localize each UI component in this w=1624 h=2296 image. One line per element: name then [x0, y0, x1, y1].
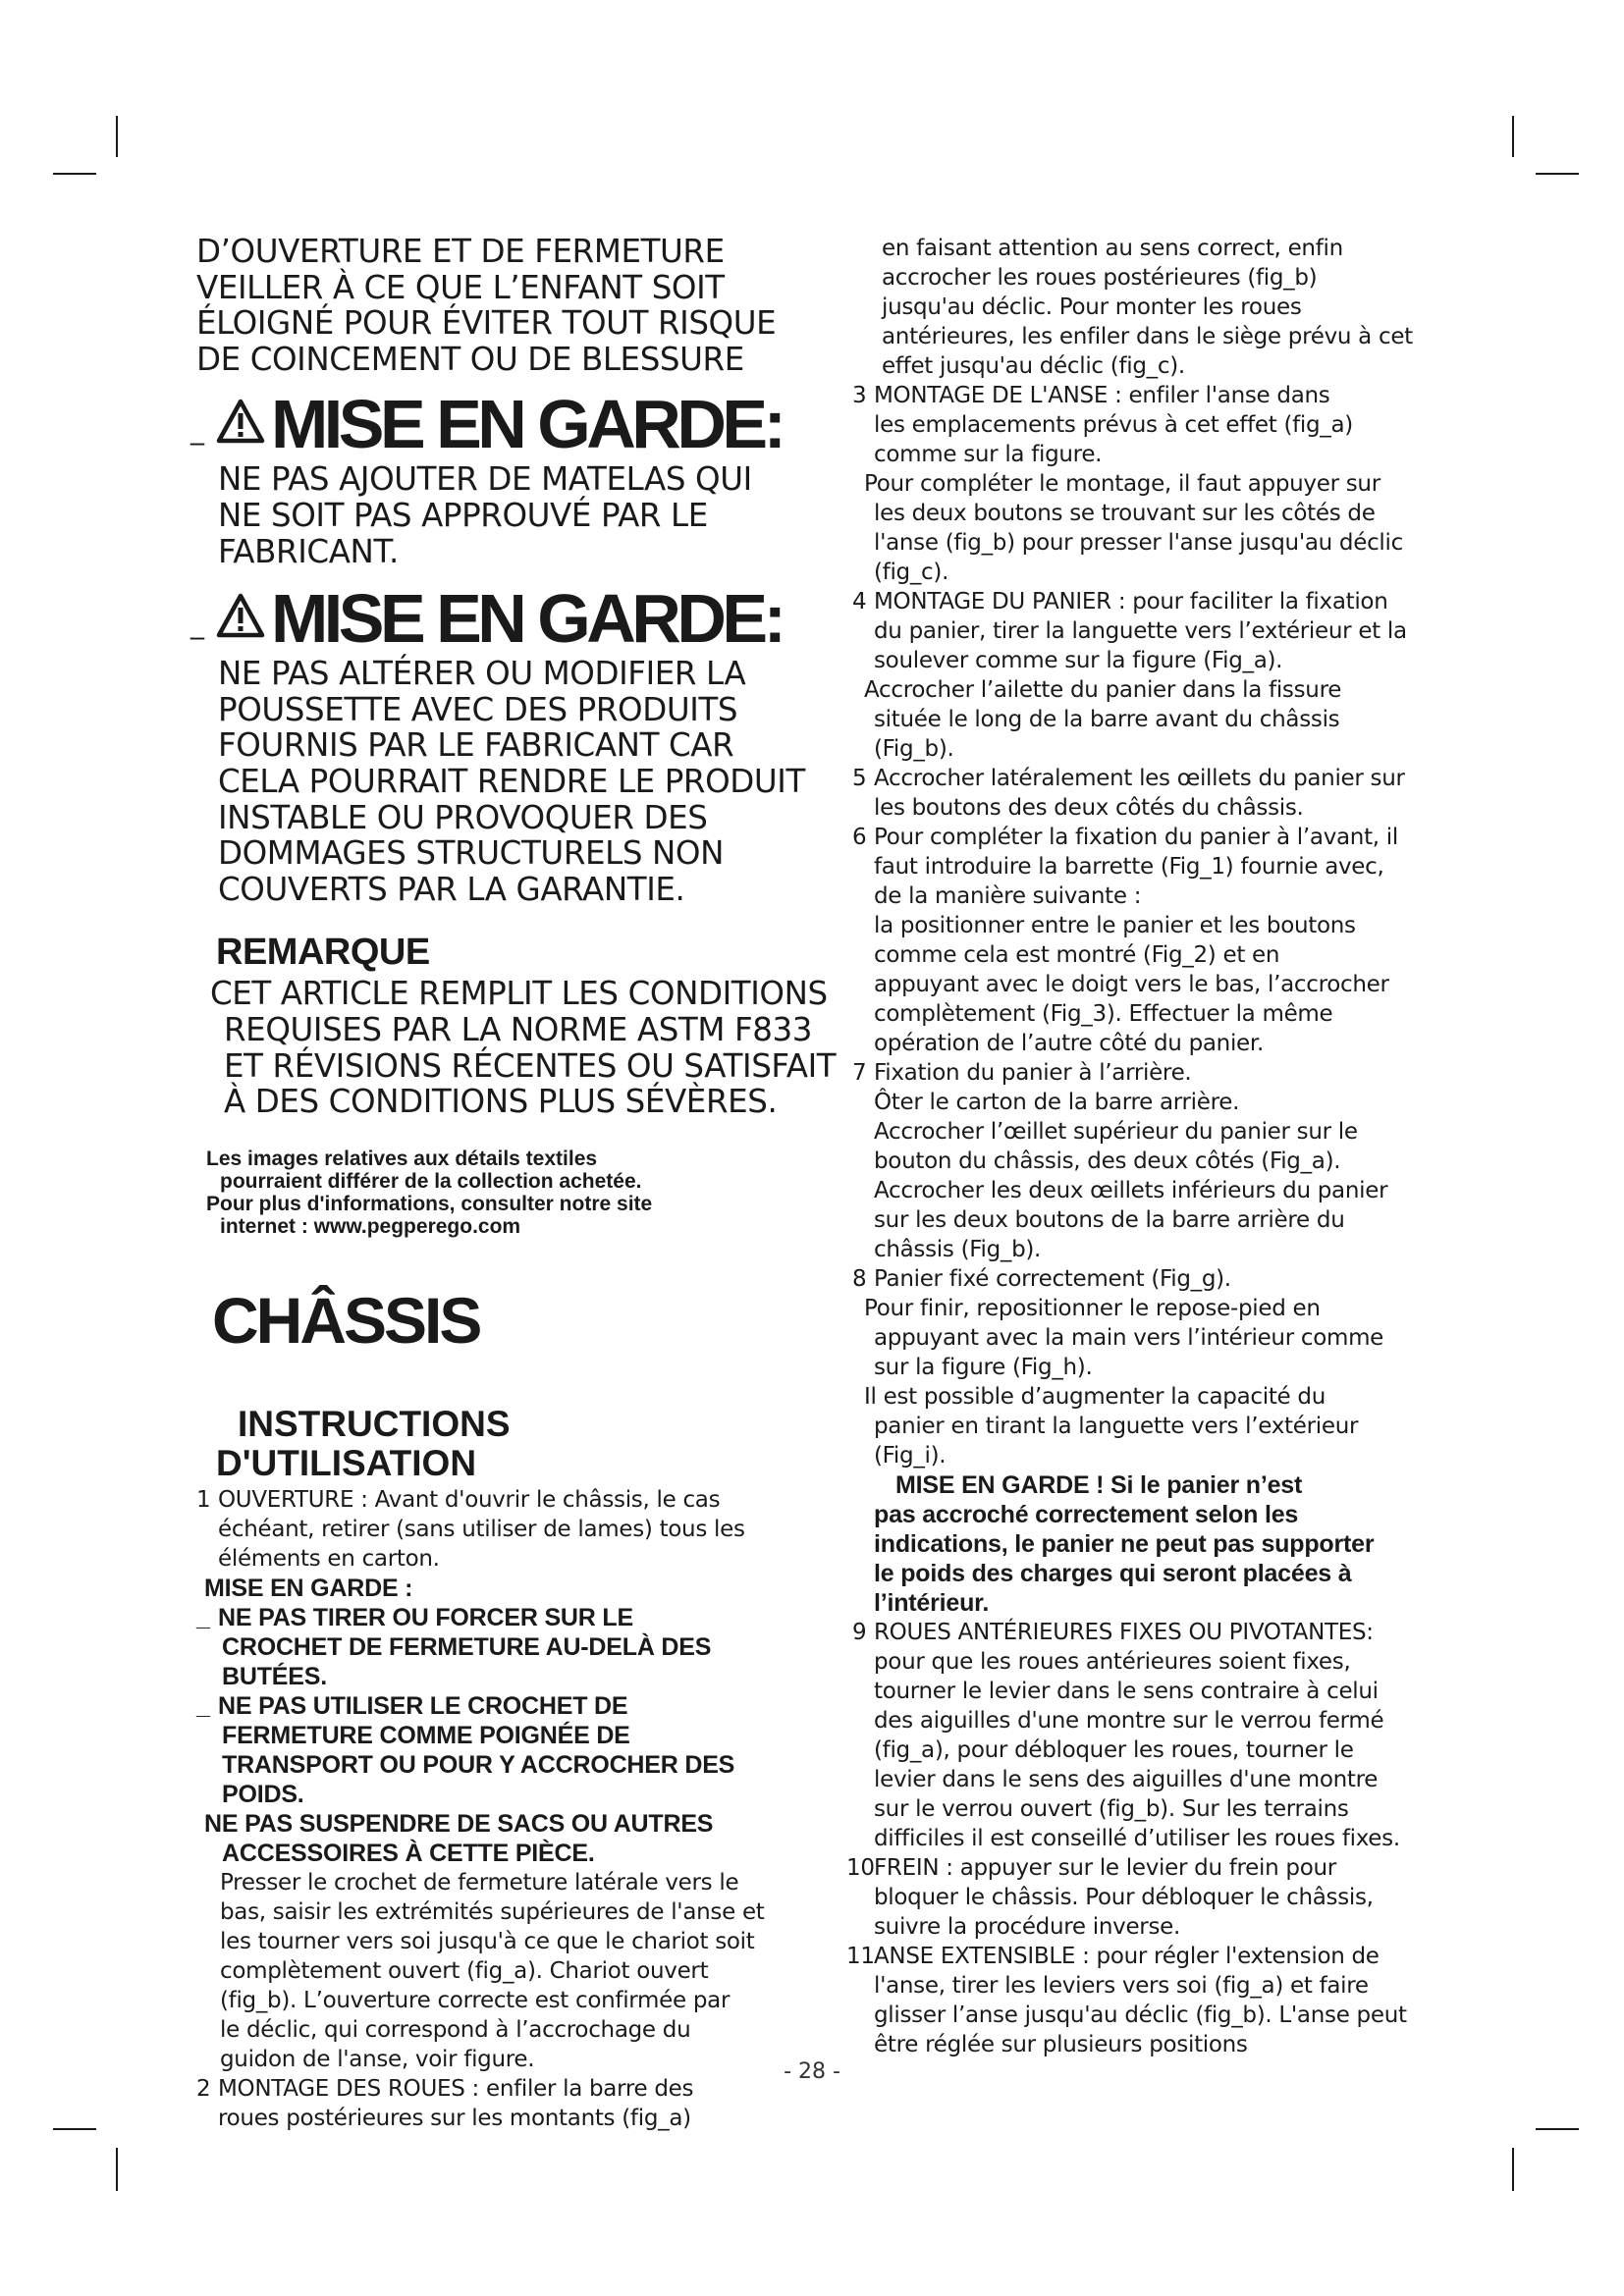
- text-line: NE PAS SUSPENDRE DE SACS OU AUTRES: [204, 1809, 714, 1838]
- text-line: ACCESSOIRES À CETTE PIÈCE.: [222, 1839, 595, 1867]
- text-line: INSTRUCTIONS: [238, 1403, 511, 1444]
- text-line: NE SOIT PAS APPROUVÉ PAR LE: [218, 496, 708, 534]
- instruction-item-4: [852, 587, 1456, 764]
- text-line: tourner le levier dans le sens contraire à celui: [874, 1679, 1379, 1704]
- remarque-title: REMARQUE: [216, 932, 430, 974]
- instruction-item-1: [196, 1485, 800, 1574]
- text-line: ÉLOIGNÉ POUR ÉVITER TOUT RISQUE: [196, 304, 777, 343]
- crop-mark: [1512, 2148, 1514, 2191]
- warning-block: [852, 1470, 1456, 1618]
- crop-mark: [116, 2148, 118, 2191]
- text-line: NE PAS AJOUTER DE MATELAS QUI: [218, 460, 752, 499]
- text-line: Il est possible d’augmenter la capacité du: [864, 1384, 1326, 1410]
- text-line: Fixation du panier à l’arrière.: [874, 1060, 1192, 1086]
- text-line: opération de l’autre côté du panier.: [874, 1031, 1264, 1056]
- text-line: MISE EN GARDE ! Si le panier n’est: [895, 1471, 1303, 1499]
- text-line: NE PAS ALTÉRER OU MODIFIER LA: [218, 655, 746, 693]
- text-line: le poids des charges qui seront placées à: [874, 1560, 1352, 1587]
- item-number: 5: [852, 766, 867, 791]
- item-number: 7: [852, 1060, 867, 1086]
- text-line: être réglée sur plusieurs positions: [874, 2032, 1248, 2057]
- bullet-dash: _: [190, 608, 204, 641]
- item-number: 4: [852, 589, 867, 614]
- text-line: NE PAS UTILISER LE CROCHET DE: [218, 1691, 628, 1720]
- paragraph: [852, 234, 1456, 381]
- text-line: de la manière suivante :: [874, 883, 1142, 909]
- text-line: D'UTILISATION: [216, 1442, 477, 1483]
- item-number: 3: [852, 383, 867, 408]
- text-line: FREIN : appuyer sur le levier du frein pour: [874, 1855, 1336, 1881]
- text-line: Pour plus d'informations, consulter notre site: [206, 1192, 653, 1215]
- item-number: 1: [196, 1486, 211, 1513]
- text-line: (fig_b). L’ouverture correcte est confirmée par: [220, 1987, 731, 2013]
- instruction-item-10: [846, 1853, 1456, 1942]
- text-line: POUSSETTE AVEC DES PRODUITS: [218, 690, 738, 728]
- instruction-item-8: [852, 1264, 1456, 1470]
- text-line: comme sur la figure.: [874, 442, 1103, 467]
- text-line: les deux boutons se trouvant sur les côtés de: [874, 501, 1376, 526]
- text-line: CROCHET DE FERMETURE AU-DELÀ DES: [222, 1632, 712, 1661]
- text-line: Ôter le carton de la barre arrière.: [874, 1090, 1240, 1115]
- text-line: Accrocher l’ailette du panier dans la fissure: [864, 677, 1342, 703]
- warning-label: MISE EN GARDE :: [204, 1574, 413, 1602]
- text-line: guidon de l'anse, voir figure.: [220, 2046, 535, 2072]
- item-number: 8: [852, 1266, 867, 1292]
- text-line: panier en tirant la languette vers l’extérieur: [874, 1414, 1359, 1439]
- text-line: suivre la procédure inverse.: [874, 1914, 1181, 1940]
- text-line: NE PAS TIRER OU FORCER SUR LE: [218, 1603, 633, 1631]
- remarque-text: [210, 975, 837, 1121]
- text-line: les emplacements prévus à cet effet (fig_a): [874, 412, 1353, 438]
- text-line: FABRICANT.: [218, 532, 399, 570]
- text-line: appuyant avec le doigt vers le bas, l’accrocher: [874, 972, 1389, 997]
- text-line: MONTAGE DES ROUES : enfiler la barre des: [218, 2075, 694, 2102]
- text-line: REQUISES PAR LA NORME ASTM F833: [224, 1010, 813, 1048]
- text-line: Accrocher latéralement les œillets du panier sur: [874, 766, 1405, 791]
- warning-block: MISE EN GARDE : _ NE PAS TIRER OU FORCER SUR LE CROCHET DE FERMETURE AU-DELÀ DES BUTÉES. _ NE PAS UTILISER LE CROCHET DE FERMETURE COMME POIGNÉE DE TRANSPORT OU POUR Y ACCROCHER DES POIDS. NE PAS SUSPENDRE DE SACS OU AUTRES ACCESSOIRES À CETTE PIÈCE.: [196, 1574, 800, 1868]
- warning-heading: [190, 386, 800, 463]
- text-line: TRANSPORT OU POUR Y ACCROCHER DES: [222, 1750, 735, 1779]
- text-line: (Fig_i).: [874, 1443, 947, 1468]
- text-line: échéant, retirer (sans utiliser de lames) tous les: [218, 1516, 745, 1542]
- text-line: appuyant avec la main vers l’intérieur comme: [874, 1325, 1384, 1351]
- instruction-item-5: [852, 764, 1456, 823]
- text-line: complètement (Fig_3). Effectuer la même: [874, 1001, 1333, 1027]
- text-line: difficiles il est conseillé d’utiliser les roues fixes.: [874, 1826, 1400, 1851]
- warning-triangle-icon: [216, 593, 265, 638]
- text-line: soulever comme sur la figure (Fig_a).: [874, 648, 1283, 673]
- crop-mark: [53, 173, 96, 175]
- text-line: l’intérieur.: [874, 1589, 990, 1617]
- text-line: BUTÉES.: [222, 1662, 327, 1690]
- text-line: indications, le panier ne peut pas supporter: [874, 1530, 1375, 1558]
- text-line: ET RÉVISIONS RÉCENTES OU SATISFAIT: [224, 1046, 837, 1085]
- text-line: Panier fixé correctement (Fig_g).: [874, 1266, 1231, 1292]
- item-number: 6: [852, 825, 867, 850]
- text-line: sur le verrou ouvert (fig_b). Sur les terrains: [874, 1796, 1349, 1822]
- text-line: pour que les roues antérieures soient fixes,: [874, 1649, 1351, 1675]
- text-line: antérieures, les enfiler dans le siège prévu à cet: [882, 324, 1413, 349]
- text-line: (fig_a), pour débloquer les roues, tourner le: [874, 1737, 1354, 1763]
- text-line: Pour compléter la fixation du panier à l’avant, il: [874, 825, 1398, 850]
- text-line: effet jusqu'au déclic (fig_c).: [882, 353, 1185, 379]
- text-line: l'anse (fig_b) pour presser l'anse jusqu'au déclic: [874, 530, 1403, 556]
- item-number: 11: [846, 1944, 875, 1969]
- text-line: complètement ouvert (fig_a). Chariot ouvert: [220, 1957, 709, 1984]
- text-line: FERMETURE COMME POIGNÉE DE: [222, 1721, 630, 1749]
- text-line: du panier, tirer la languette vers l’extérieur et la: [874, 618, 1407, 644]
- page-number: - 28 -: [784, 2059, 840, 2084]
- text-line: MONTAGE DU PANIER : pour faciliter la fixation: [874, 589, 1388, 614]
- text-line: INSTABLE OU PROVOQUER DES: [218, 798, 708, 836]
- text-line: éléments en carton.: [218, 1545, 440, 1572]
- text-line: la positionner entre le panier et les boutons: [874, 913, 1356, 938]
- text-line: jusqu'au déclic. Pour monter les roues: [882, 294, 1302, 320]
- text-line: CET ARTICLE REMPLIT LES CONDITIONS: [210, 975, 828, 1013]
- text-line: OUVERTURE : Avant d'ouvrir le châssis, le cas: [218, 1486, 721, 1513]
- crop-mark: [1536, 2128, 1579, 2130]
- bullet-dash: _: [190, 413, 204, 447]
- instruction-item-9: [852, 1618, 1456, 1853]
- text-line: pourraient différer de la collection achetée.: [220, 1169, 642, 1193]
- text-line: MONTAGE DE L'ANSE : enfiler l'anse dans: [874, 383, 1330, 408]
- text-line: CELA POURRAIT RENDRE LE PRODUIT: [218, 762, 805, 800]
- text-line: ANSE EXTENSIBLE : pour régler l'extension de: [874, 1944, 1380, 1969]
- text-line: sur la figure (Fig_h).: [874, 1355, 1093, 1380]
- crop-mark: [53, 2128, 96, 2130]
- section-title: CHÂSSIS: [212, 1283, 480, 1357]
- subsection-title: [216, 1405, 800, 1483]
- text-line: bloquer le châssis. Pour débloquer le châssis,: [874, 1885, 1374, 1910]
- text-line: glisser l’anse jusqu'au déclic (fig_b). L'anse peut: [874, 2002, 1407, 2028]
- text-line: FOURNIS PAR LE FABRICANT CAR: [218, 726, 734, 765]
- text-line: Les images relatives aux détails textiles: [206, 1147, 598, 1170]
- instruction-item-3: [852, 381, 1456, 587]
- right-column: [846, 234, 1456, 2059]
- instruction-item-7: [852, 1058, 1456, 1264]
- item-number: 2: [196, 2075, 211, 2102]
- text-line: située le long de la barre avant du châssis: [874, 707, 1340, 732]
- text-line: POIDS.: [222, 1780, 304, 1808]
- text-line: DOMMAGES STRUCTURELS NON: [218, 834, 725, 873]
- text-line: des aiguilles d'une montre sur le verrou fermé: [874, 1708, 1384, 1734]
- collection-note: [206, 1148, 800, 1238]
- text-line: en faisant attention au sens correct, enfin: [882, 236, 1343, 261]
- text-line: faut introduire la barrette (Fig_1) fournie avec,: [874, 854, 1384, 880]
- text-line: l'anse, tirer les leviers vers soi (fig_a) et faire: [874, 1973, 1369, 1999]
- text-line: roues postérieures sur les montants (fig_a): [218, 2105, 691, 2131]
- text-line: comme cela est montré (Fig_2) et en: [874, 942, 1280, 968]
- text-line: les tourner vers soi jusqu'à ce que le chariot soit: [220, 1928, 755, 1954]
- warning-text: [218, 461, 800, 569]
- text-line: levier dans le sens des aiguilles d'une montre: [874, 1767, 1379, 1792]
- text-line: (fig_c).: [874, 560, 949, 585]
- text-line: accrocher les roues postérieures (fig_b): [882, 265, 1318, 291]
- warning-heading: [190, 580, 800, 658]
- text-line: bas, saisir les extrémités supérieures de l'anse et: [220, 1898, 765, 1925]
- text-line: les boutons des deux côtés du châssis.: [874, 795, 1304, 821]
- item-number: 9: [852, 1620, 867, 1645]
- text-line: Presser le crochet de fermeture latérale vers le: [220, 1869, 739, 1896]
- warning-text: [218, 655, 805, 908]
- text-line: VEILLER À CE QUE L’ENFANT SOIT: [196, 268, 725, 306]
- crop-mark: [1512, 116, 1514, 157]
- warning-title: MISE EN GARDE:: [271, 386, 783, 463]
- text-line: Pour compléter le montage, il faut appuyer sur: [864, 471, 1380, 497]
- item-number: 10: [846, 1855, 875, 1881]
- text-line: DE COINCEMENT OU DE BLESSURE: [196, 340, 744, 378]
- crop-mark: [1536, 173, 1579, 175]
- instruction-item-11: [846, 1942, 1456, 2059]
- text-line: Accrocher l’œillet supérieur du panier sur le: [874, 1119, 1358, 1145]
- text-line: COUVERTS PAR LA GARANTIE.: [218, 870, 685, 908]
- instruction-item-6: [852, 823, 1456, 1058]
- text-line: bouton du châssis, des deux côtés (Fig_a).: [874, 1148, 1341, 1174]
- text-line: Pour finir, repositionner le repose-pied en: [864, 1296, 1321, 1321]
- text-line: sur les deux boutons de la barre arrière du: [874, 1207, 1345, 1233]
- text-line: D’OUVERTURE ET DE FERMETURE: [196, 233, 725, 270]
- intro-paragraph: [196, 234, 800, 377]
- text-line: (Fig_b).: [874, 736, 954, 762]
- text-line: internet : www.pegperego.com: [220, 1214, 521, 1238]
- warning-triangle-icon: [216, 399, 265, 444]
- warning-title: MISE EN GARDE:: [271, 580, 783, 658]
- crop-mark: [116, 116, 118, 157]
- text-line: ROUES ANTÉRIEURES FIXES OU PIVOTANTES:: [874, 1620, 1374, 1645]
- text-line: le déclic, qui correspond à l’accrochage du: [220, 2016, 691, 2043]
- text-line: pas accroché correctement selon les: [874, 1501, 1299, 1528]
- text-line: À DES CONDITIONS PLUS SÉVÈRES.: [224, 1083, 778, 1121]
- paragraph: [196, 1868, 800, 2074]
- text-line: châssis (Fig_b).: [874, 1237, 1042, 1262]
- text-line: Accrocher les deux œillets inférieurs du panier: [874, 1178, 1388, 1203]
